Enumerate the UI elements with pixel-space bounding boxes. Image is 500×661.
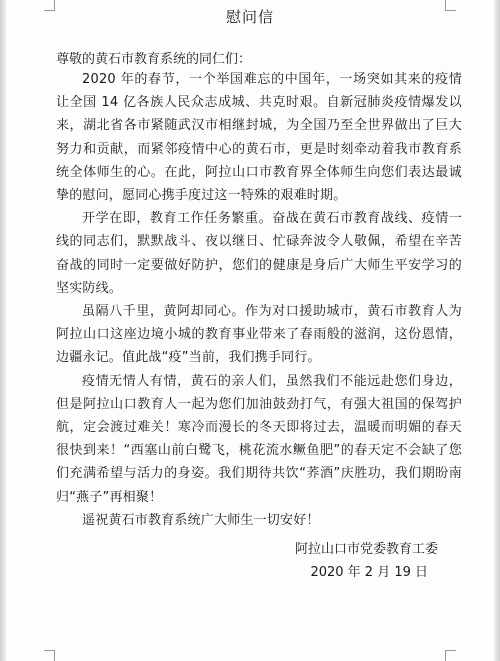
paragraph-3: 虽隔八千里，黄阿却同心。作为对口援助城市，黄石市教育人为阿拉山口这座边境小城的教育事业带来了春雨般的滋润，这份恩情，边疆永记。值此战“疫”当前，我们携手同行。	[56, 304, 462, 366]
page-edge-left	[0, 0, 6, 661]
signature-date: 2020 年 2 月 19 日	[310, 565, 428, 580]
letter-salutation: 尊敬的黄石市教育系统的同仁们：	[56, 52, 252, 67]
crop-mark-bottom-right	[445, 650, 456, 661]
letter-signature	[295, 538, 438, 584]
crop-mark-bottom-left	[44, 650, 55, 661]
letter-body	[56, 68, 462, 532]
signature-org: 阿拉山口市党委教育工委	[294, 542, 438, 557]
paragraph-1: 2020 年的春节，一个举国难忘的中国年，一场突如其来的疫情让全国 14 亿各族人民众志成城、共克时艰。自新冠肺炎疫情爆发以来，湖北省各市紧随武汉市相继封城，为全国乃至全世界做出了巨大努力和贡献，而紧邻疫情中心的黄石市，更是时刻牵动着我市教育系统全体师生的心。在此，阿拉山口市教育界全体师生向您们表达最诚挚的慰问，愿同心携手度过这一特殊的艰难时期。	[56, 72, 462, 204]
page-edge-right	[494, 0, 500, 661]
paragraph-5: 遥祝黄石市教育系统广大师生一切安好！	[82, 512, 320, 528]
paragraph-4: 疫情无情人有情，黄石的亲人们，虽然我们不能远赴您们身边，但是阿拉山口教育人一起为您们加油鼓劲打气，有强大祖国的保驾护航，定会渡过难关！寒冷而漫长的冬天即将过去，温暖而明媚的春天很快到来！“西塞山前白鹭飞，桃花流水鳜鱼肥”的春天定不会缺了您们充满希望与活力的身姿。我们期待共饮“荞酒”庆胜功，我们期盼南归“燕子”再相聚！	[56, 373, 462, 505]
letter-title: 慰问信	[225, 8, 274, 26]
paragraph-2: 开学在即，教育工作任务繁重。奋战在黄石市教育战线、疫情一线的同志们，默默战斗、夜以继日、忙碌奔波令人敬佩，希望在辛苦奋战的同时一定要做好防护，您们的健康是身后广大师生平安学习的坚实防线。	[56, 211, 462, 296]
